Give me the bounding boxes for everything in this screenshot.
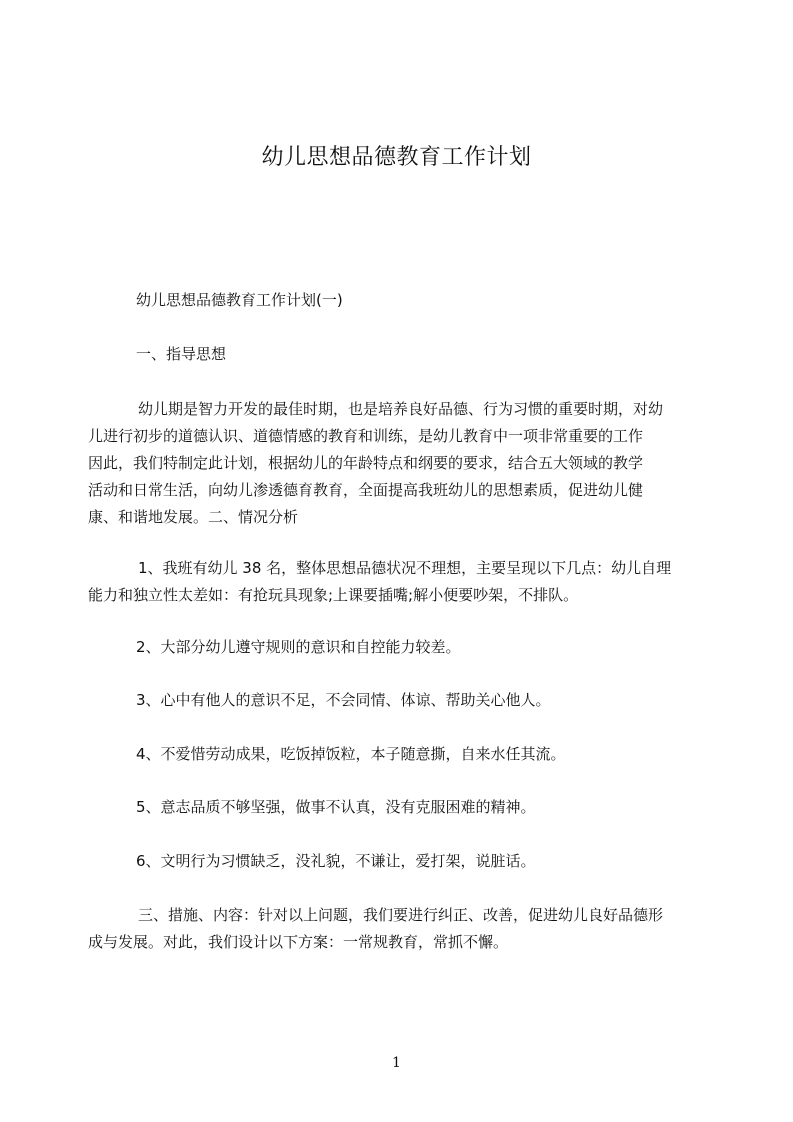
paragraph-line: 康、和谐地发展。二、情况分析 xyxy=(88,508,299,526)
section-subtitle: 幼儿思想品德教育工作计划(一) xyxy=(136,291,343,309)
heading-guiding-thought: 一、指导思想 xyxy=(136,345,227,363)
list-item: 3、心中有他人的意识不足，不会同情、体谅、帮助关心他人。 xyxy=(136,691,551,709)
paragraph-line: 成与发展。对此，我们设计以下方案：一常规教育，常抓不懈。 xyxy=(88,933,509,951)
document-title: 幼儿思想品德教育工作计划 xyxy=(261,145,532,170)
list-item: 6、文明行为习惯缺乏，没礼貌，不谦让，爱打架，说脏话。 xyxy=(136,852,536,870)
paragraph-line: 幼儿期是智力开发的最佳时期，也是培养良好品德、行为习惯的重要时期，对幼 xyxy=(138,400,664,418)
paragraph-line: 因此，我们特制定此计划，根据幼儿的年龄特点和纲要的要求，结合五大领域的教学 xyxy=(88,454,644,472)
paragraph-line: 三、措施、内容：针对以上问题，我们要进行纠正、改善，促进幼儿良好品德形 xyxy=(138,906,664,924)
page-number: 1 xyxy=(392,1055,401,1071)
paragraph-line: 活动和日常生活，向幼儿渗透德育教育，全面提高我班幼儿的思想素质，促进幼儿健 xyxy=(88,481,644,499)
paragraph-line: 1、我班有幼儿 38 名，整体思想品德状况不理想，主要呈现以下几点：幼儿自理 xyxy=(138,559,672,577)
list-item: 2、大部分幼儿遵守规则的意识和自控能力较差。 xyxy=(136,638,461,656)
list-item: 5、意志品质不够坚强，做事不认真，没有克服困难的精神。 xyxy=(136,798,536,816)
paragraph-line: 能力和独立性太差如：有抢玩具现象;上课要插嘴;解小便要吵架，不排队。 xyxy=(88,586,579,604)
list-item: 4、不爱惜劳动成果，吃饭掉饭粒，本子随意撕，自来水任其流。 xyxy=(136,745,566,763)
paragraph-line: 儿进行初步的道德认识、道德情感的教育和训练，是幼儿教育中一项非常重要的工作 xyxy=(88,427,644,445)
